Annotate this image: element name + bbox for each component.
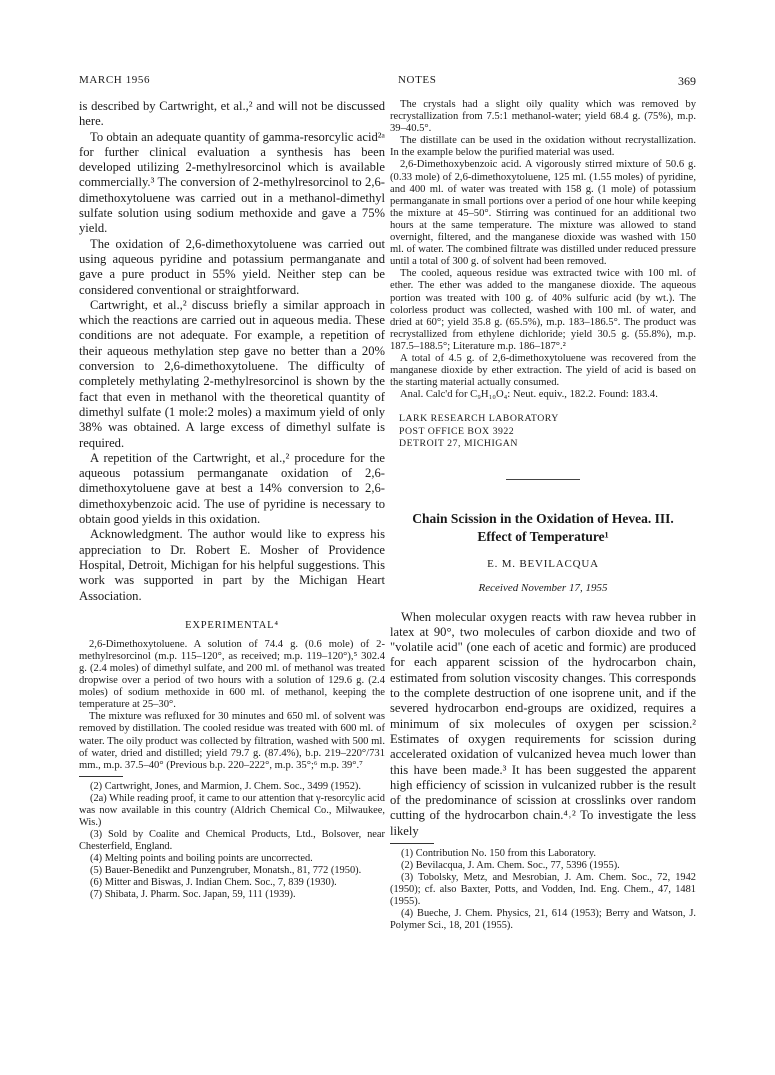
article-author: E. M. BEVILACQUA: [487, 557, 599, 570]
address-line: POST OFFICE BOX 3922: [399, 425, 515, 437]
paragraph: The oxidation of 2,6-dimethoxytoluene was carried out using aqueous pyridine and potassium permanganate and gave a pure product in 55% yield. Neither step can be considered conventional or straightforward.: [79, 236, 385, 297]
footnote: (1) Contribution No. 150 from this Laboratory.: [401, 848, 596, 860]
footnote: (4) Melting points and boiling points are uncorrected.: [90, 852, 313, 864]
right-footnotes: [390, 848, 696, 932]
paragraph: The distillate can be used in the oxidation without recrystallization. In the example below the purified material was used.: [390, 135, 696, 159]
paragraph: is described by Cartwright, et al.,² and will not be discussed here.: [79, 99, 385, 129]
footnote: (2) Bevilacqua, J. Am. Chem. Soc., 77, 5396 (1955).: [401, 860, 620, 872]
footnote: (5) Bauer-Benedikt and Punzengruber, Monatsh., 81, 772 (1950).: [90, 864, 362, 876]
paragraph: 2,6-Dimethoxybenzoic acid. A vigorously stirred mixture of 50.6 g. (0.33 mole) of 2,6-dimethoxytoluene, 125 ml. (1.55 moles) of pyridine, and 400 ml. of water was treated with 158 g. (1 mole) of potassium permanganate in small portions over a period of one hour while keeping the mixture at 45–50°. Stirring was continued for an additional two hours at the same temperature. The mixture was allowed to stand overnight, filtered, and the manganese dioxide was washed with 150 ml. of water. The combined filtrate was distilled under reduced pressure until a total of 300 g. of solvent had been removed.: [390, 159, 696, 268]
analysis-paragraph: Anal. Calc'd for C₉H₁₀O₄: Neut. equiv., 182.2. Found: 183.4.: [400, 389, 658, 401]
paragraph: To obtain an adequate quantity of gamma-resorcylic acid²ᵃ for further clinical evaluation a synthesis has been developed utilizing 2-methylresorcinol which is available commercially.³ The conversion of 2-methylresorcinol to 2,6-dimethoxytoluene was carried out in a methanol-dimethyl sulfate solution using sodium methoxide and gave a 75% yield.: [79, 129, 385, 236]
left-body-text: [79, 99, 385, 604]
page-number: 369: [678, 74, 696, 88]
article-divider: [506, 479, 580, 480]
footnote: (3) Tobolsky, Metz, and Mesrobian, J. Am. Chem. Soc., 72, 1942 (1950); cf. also Baxter, Potts, and Vodden, Ind. Eng. Chem., 47, 1481 (1955).: [390, 872, 696, 908]
footnote-rule: [79, 776, 123, 777]
article-title-line: Chain Scission in the Oxidation of Hevea. III.: [412, 510, 674, 526]
running-header-section: NOTES: [398, 74, 437, 86]
left-footnotes: [79, 781, 385, 901]
paragraph: When molecular oxygen reacts with raw hevea rubber in latex at 90°, two molecules of carbon dioxide and two of "volatile acid" (one each of acetic and formic) are produced for each apparent scission of the hydrocarbon chain, estimated from solution viscosity changes. This corresponds to the complete destruction of one isoprene unit, and if the severed hydrocarbon end-groups are oxidized, requires a minimum of six molecules of oxygen per scission.² Estimates of oxygen requirements for scission during accelerated oxidation of vulcanized hevea much lower than this have been made.³ It has been suggested the apparent high efficiency of scission in vulcanized rubber is the result of the predominance of scission at crosslinks over random cutting of the hydrocarbon chain.⁴˒² To investigate the less likely: [390, 609, 696, 838]
paragraph: 2,6-Dimethoxytoluene. A solution of 74.4 g. (0.6 mole) of 2-methylresorcinol (m.p. 115–120°, as received; m.p. 119–120°),⁵ 302.4 g. (2.4 moles) of dimethyl sulfate, and 200 ml. of methanol was treated dropwise over a period of two hours with a solution of 129.6 g. (2.4 moles) of sodium methoxide in 600 ml. of methanol, keeping the temperature at 25–30°.: [79, 638, 385, 711]
experimental-heading: EXPERIMENTAL⁴: [185, 619, 279, 631]
article-received-date: Received November 17, 1955: [478, 581, 608, 594]
paragraph: A total of 4.5 g. of 2,6-dimethoxytoluene was recovered from the manganese dioxide by ether extraction. The yield of acid is based on the starting material actually consumed.: [390, 352, 696, 389]
experimental-text: [79, 639, 385, 772]
right-column: [390, 99, 696, 932]
paragraph: The mixture was refluxed for 30 minutes and 650 ml. of solvent was removed by distillation. The cooled residue was treated with 600 ml. of water. The oily product was collected by filtration, washed with 500 ml. of water, dried and distilled; yield 79.7 g. (87.4%), b.p. 219–220°/731 mm., m.p. 37.5–40° (Previous b.p. 220–222°, m.p. 35°;⁶ m.p. 39°.⁷: [79, 711, 385, 771]
acknowledgment-paragraph: Acknowledgment. The author would like to express his appreciation to Dr. Robert E. Mosher of Providence Hospital, Detroit, Michigan for his helpful suggestions. This work was supported in part by the Michigan Heart Association.: [79, 527, 385, 603]
address-line: DETROIT 27, MICHIGAN: [399, 438, 518, 450]
paragraph: The crystals had a slight oily quality which was removed by recrystallization from 7.5:1 methanol-water; yield 68.4 g. (75%), m.p. 39–40.5°.: [390, 99, 696, 135]
left-column: [79, 99, 385, 901]
footnote-rule: [390, 843, 434, 844]
address-line: LARK RESEARCH LABORATORY: [399, 413, 559, 425]
author-address: [399, 413, 696, 450]
paragraph: A repetition of the Cartwright, et al.,² procedure for the aqueous potassium permanganate oxidation of 2,6-dimethoxytoluene gave at best a 14% conversion to 2,6-dimethoxybenzoic acid. The use of pyridine is necessary to obtain good yields in this oxidation.: [79, 450, 385, 527]
article-title-line: Effect of Temperature¹: [477, 528, 609, 544]
paragraph: The cooled, aqueous residue was extracted twice with 100 ml. of ether. The ether was added to the manganese dioxide. The aqueous portion was treated with 100 g. of 40% sulfuric acid (by wt.). The colorless product was collected, washed with 100 ml. of water, and dried at 60°; yield 35.8 g. (65.5%), m.p. 183–186.5°. The product was recrystallized from ethylene dichloride; yield 30.5 g. (55.8%), m.p. 187.5–188.5°; Literature m.p. 186–187°.²: [390, 268, 696, 352]
footnote: (6) Mitter and Biswas, J. Indian Chem. Soc., 7, 839 (1930).: [90, 876, 337, 888]
footnote: (7) Shibata, J. Pharm. Soc. Japan, 59, 111 (1939).: [90, 888, 296, 900]
footnote: (3) Sold by Coalite and Chemical Products, Ltd., Bolsover, near Chesterfield, England.: [79, 828, 385, 852]
paragraph: Cartwright, et al.,² discuss briefly a similar approach in which the reactions are carried out in aqueous media. These conditions are not adequate. For example, a repetition of their aqueous methylation step gave no better than a 20% conversion to 2,6-dimethoxytoluene. The difficulty of completely methylating 2-methylresorcinol is shown by the fact that even in methanol with the theoretical quantity of dimethyl sulfate (1 mole:2 moles) a maximum yield of only 38% was obtained. A large excess of dimethyl sulfate is required.: [79, 297, 385, 450]
footnote: (2) Cartwright, Jones, and Marmion, J. Chem. Soc., 3499 (1952).: [90, 780, 361, 792]
article-body: [390, 610, 696, 839]
experimental-continued: [390, 99, 696, 401]
running-header-date: MARCH 1956: [79, 74, 151, 86]
footnote: (4) Bueche, J. Chem. Physics, 21, 614 (1953); Berry and Watson, J. Polymer Sci., 18, 201 (1955).: [390, 908, 696, 932]
article-title: [390, 510, 696, 546]
footnote: (2a) While reading proof, it came to our attention that γ-resorcylic acid was now available in this country (Aldrich Chemical Co., Milwaukee, Wis.): [79, 792, 385, 828]
